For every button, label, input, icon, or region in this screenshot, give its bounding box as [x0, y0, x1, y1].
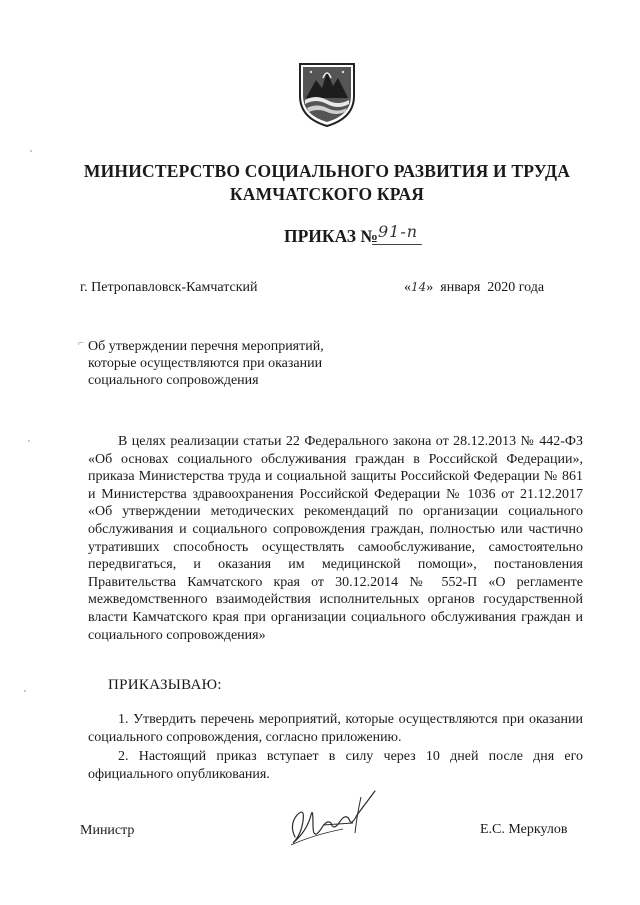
- scan-speck: [30, 150, 32, 152]
- order-number: 91-п: [378, 222, 419, 241]
- order-title: ПРИКАЗ №: [284, 226, 379, 246]
- subject-line-1: Об утверждении перечня мероприятий,: [88, 339, 324, 354]
- order-date: [404, 280, 544, 296]
- signer-name: Е.С. Меркулов: [480, 822, 568, 837]
- date-month-year: января 2020 года: [440, 280, 545, 295]
- order-item-2: 2. Настоящий приказ вступает в силу через 10 дней после дня его официального опубликования.: [88, 749, 583, 782]
- directive-heading: ПРИКАЗЫВАЮ:: [108, 677, 222, 693]
- kamchatka-coat-of-arms-icon: [296, 58, 358, 128]
- signer-position: Министр: [80, 823, 135, 838]
- subject-line-3: социального сопровождения: [88, 373, 259, 388]
- subject-line-2: которые осуществляются при оказании: [88, 356, 323, 371]
- scan-speck: [24, 690, 26, 692]
- ministry-line-2: КАМЧАТСКОГО КРАЯ: [229, 184, 425, 204]
- date-open-quote: «: [404, 280, 411, 295]
- ministry-name: [60, 160, 594, 206]
- subject-corner-mark: ⌐: [78, 338, 84, 349]
- date-day: 14: [411, 280, 427, 294]
- scan-speck: [28, 440, 30, 442]
- order-number-underline: [372, 244, 422, 245]
- city: г. Петропавловск-Камчатский: [80, 280, 258, 295]
- ministry-line-1: МИНИСТЕРСТВО СОЦИАЛЬНОГО РАЗВИТИЯ И ТРУДА: [83, 161, 571, 181]
- order-item-1: 1. Утвердить перечень мероприятий, которые осуществляются при оказании социального сопровождения, согласно приложению.: [88, 712, 583, 745]
- handwritten-signature: [283, 785, 383, 855]
- preamble-paragraph: В целях реализации статьи 22 Федерального закона от 28.12.2013 № 442-ФЗ «Об основах социального обслуживания граждан в Российской Федерации», приказа Министерства труда и социальной защиты Российской Федерации № 861 и Министерства здравоохранения Российской Федерации № 1036 от 21.12.2017 «Об утверждении методических рекомендаций по организации социального обслуживания и социального сопровождения граждан, полностью или частично утративших способность осуществлять самообслуживание, самостоятельно передвигаться, и оказания им медицинской помощи», постановления Правительства Камчатского края от 30.12.2014 № 552-П «О регламенте межведомственного взаимодействия исполнительных органов государственной власти Камчатского края при организации социального обслуживания граждан и социального сопровождения»: [88, 434, 583, 643]
- order-subject: [88, 338, 388, 389]
- date-close-quote: »: [426, 280, 434, 295]
